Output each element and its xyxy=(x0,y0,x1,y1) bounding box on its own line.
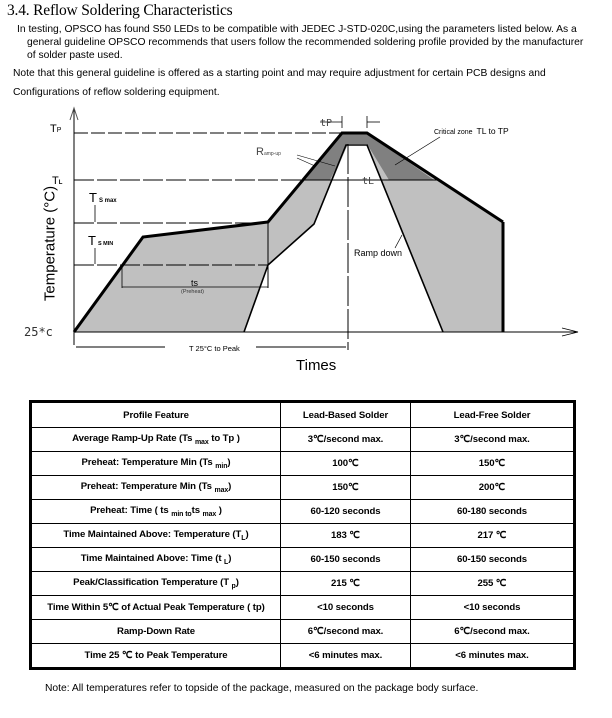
feature-cell: Time Maintained Above: Time (t $_L$) xyxy=(31,548,281,572)
ts-min-label: T S MIN xyxy=(88,233,114,248)
ramp-down-label: Ramp down xyxy=(354,248,403,258)
lead-free-cell: <6 minutes max. xyxy=(411,644,575,669)
feature-cell: Time Within 5℃ of Actual Peak Temperature ( tp) xyxy=(31,596,281,620)
lead-based-cell: 60-120 seconds xyxy=(281,500,411,524)
preheat-label: (Preheat) xyxy=(181,289,204,295)
feature-cell: Peak/Classification Temperature (T $_p$) xyxy=(31,572,281,596)
lead-free-cell: 60-150 seconds xyxy=(411,548,575,572)
tp-time-label: tP xyxy=(320,118,333,129)
feature-cell: Time 25 ℃ to Peak Temperature xyxy=(31,644,281,669)
lead-free-cell: <10 seconds xyxy=(411,596,575,620)
table-row xyxy=(31,452,575,476)
lead-free-cell: 60-180 seconds xyxy=(411,500,575,524)
ramp-up-label: Ramp-up xyxy=(256,146,281,158)
header-lead-based: Lead-Based Solder xyxy=(281,402,411,428)
base-temp-label: 25*c xyxy=(24,325,53,339)
lead-based-cell: 183 ℃ xyxy=(281,524,411,548)
footnote: Note: All temperatures refer to topside of the package, measured on the package body surface. xyxy=(45,683,479,694)
feature-cell: Time Maintained Above: Temperature $(T_L)$ xyxy=(31,524,281,548)
x-axis-label: Times xyxy=(296,357,337,374)
lead-based-cell: 215 ℃ xyxy=(281,572,411,596)
lead-based-cell: 6℃/second max. xyxy=(281,620,411,644)
table-row xyxy=(31,524,575,548)
intro-line-1: In testing, OPSCO has found S50 LEDs to be compatible with JEDEC J-STD-020C,using the parameters listed below. As a xyxy=(17,24,577,35)
table-row xyxy=(31,428,575,452)
y-axis-label: Temperature (°C) xyxy=(41,185,59,302)
ts-max-label: T S max xyxy=(89,190,117,205)
note-paragraph-2: Configurations of reflow soldering equipment. xyxy=(13,87,220,98)
table-row xyxy=(31,476,575,500)
header-lead-free: Lead-Free Solder xyxy=(411,402,575,428)
table-header-row xyxy=(31,402,575,428)
lead-free-cell: 150℃ xyxy=(411,452,575,476)
feature-cell: Preheat: Temperature Min (Ts $_{max}$) xyxy=(31,476,281,500)
tl-label: TL xyxy=(52,175,63,187)
table-row xyxy=(31,500,575,524)
table-row xyxy=(31,572,575,596)
table-row xyxy=(31,620,575,644)
ts-label: ts xyxy=(191,278,199,288)
tp-label: TP xyxy=(50,123,62,135)
critical-zone-label: Critical zone TL to TP xyxy=(434,126,509,136)
lead-free-cell: 6℃/second max. xyxy=(411,620,575,644)
feature-cell: Preheat: Temperature Min (Ts $_{min}$) xyxy=(31,452,281,476)
table-row xyxy=(31,644,575,669)
lead-free-cell: 3℃/second max. xyxy=(411,428,575,452)
intro-paragraph xyxy=(17,23,607,62)
lead-based-cell: 100℃ xyxy=(281,452,411,476)
lead-based-cell: 60-150 seconds xyxy=(281,548,411,572)
reflow-profile-chart xyxy=(0,100,612,385)
lead-based-cell: <10 seconds xyxy=(281,596,411,620)
header-profile-feature: Profile Feature xyxy=(31,402,281,428)
table-row xyxy=(31,596,575,620)
tl-time-label: tL xyxy=(362,176,375,187)
note-paragraph-1: Note that this general guideline is offered as a starting point and may require adjustment for certain PCB designs and xyxy=(13,68,546,79)
table-row xyxy=(31,548,575,572)
lead-based-cell: 150℃ xyxy=(281,476,411,500)
feature-cell: Ramp-Down Rate xyxy=(31,620,281,644)
lead-based-cell: 3℃/second max. xyxy=(281,428,411,452)
lead-free-cell: 255 ℃ xyxy=(411,572,575,596)
intro-line-2: general guideline OPSCO recommends that users follow the recommended soldering profile provided by the manufacturer xyxy=(27,37,584,48)
reflow-parameters-table xyxy=(29,400,576,670)
lead-free-cell: 217 ℃ xyxy=(411,524,575,548)
lead-free-cell: 200℃ xyxy=(411,476,575,500)
t25-to-peak-label: T 25°C to Peak xyxy=(189,344,240,353)
intro-line-3: of solder paste used. xyxy=(27,50,123,61)
feature-cell: Preheat: Time ( ts $_{min to}$ts $_{max}$ ) xyxy=(31,500,281,524)
lead-based-cell: <6 minutes max. xyxy=(281,644,411,669)
feature-cell: Average Ramp-Up Rate (Ts $_{max}$ to Tp ) xyxy=(31,428,281,452)
profile-area xyxy=(74,133,503,332)
section-heading: 3.4. Reflow Soldering Characteristics xyxy=(7,2,233,19)
